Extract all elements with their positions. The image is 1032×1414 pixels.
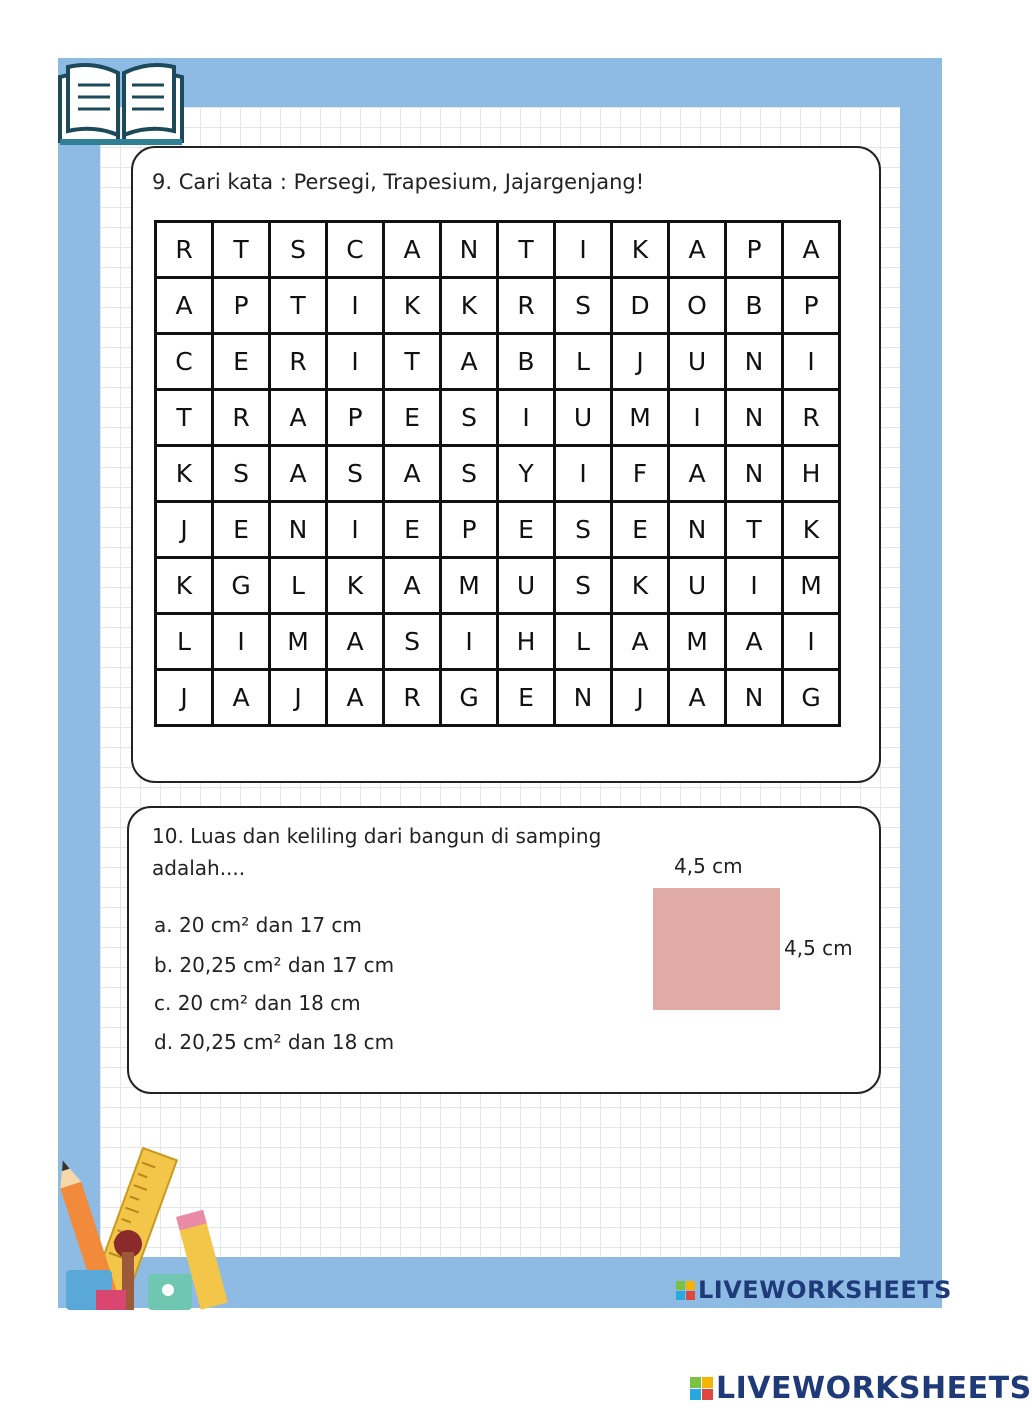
grid-cell[interactable]: E — [384, 390, 441, 446]
grid-cell[interactable]: M — [669, 614, 726, 670]
grid-cell[interactable]: P — [726, 222, 783, 278]
grid-cell[interactable]: U — [555, 390, 612, 446]
grid-cell[interactable]: T — [726, 502, 783, 558]
grid-cell[interactable]: H — [783, 446, 840, 502]
grid-cell[interactable]: K — [384, 278, 441, 334]
grid-cell[interactable]: E — [384, 502, 441, 558]
grid-cell[interactable]: I — [327, 502, 384, 558]
grid-cell[interactable]: A — [270, 446, 327, 502]
grid-cell[interactable]: M — [783, 558, 840, 614]
grid-cell[interactable]: I — [441, 614, 498, 670]
grid-cell[interactable]: G — [441, 670, 498, 726]
grid-cell[interactable]: H — [498, 614, 555, 670]
grid-cell[interactable]: A — [669, 670, 726, 726]
grid-cell[interactable]: L — [555, 614, 612, 670]
grid-cell[interactable]: S — [384, 614, 441, 670]
grid-cell[interactable]: C — [327, 222, 384, 278]
grid-cell[interactable]: P — [327, 390, 384, 446]
grid-cell[interactable]: S — [213, 446, 270, 502]
option-b[interactable]: b. 20,25 cm² dan 17 cm — [154, 953, 395, 977]
grid-cell[interactable]: K — [327, 558, 384, 614]
grid-cell[interactable]: M — [441, 558, 498, 614]
grid-cell[interactable]: S — [555, 278, 612, 334]
stationery-illustration — [56, 1140, 236, 1310]
grid-cell[interactable]: A — [669, 222, 726, 278]
grid-cell[interactable]: R — [156, 222, 213, 278]
grid-cell[interactable]: T — [270, 278, 327, 334]
grid-cell[interactable]: A — [156, 278, 213, 334]
width-label: 4,5 cm — [674, 854, 743, 878]
grid-cell[interactable]: T — [213, 222, 270, 278]
grid-cell[interactable]: I — [783, 334, 840, 390]
grid-cell[interactable]: K — [612, 558, 669, 614]
grid-cell[interactable]: T — [384, 334, 441, 390]
liveworksheets-text-outer: LIVEWORKSHEETS — [716, 1371, 1032, 1406]
option-a[interactable]: a. 20 cm² dan 17 cm — [154, 913, 362, 937]
grid-row — [156, 558, 840, 614]
grid-cell[interactable]: R — [213, 390, 270, 446]
grid-row — [156, 670, 840, 726]
grid-cell[interactable]: S — [327, 446, 384, 502]
grid-cell[interactable]: K — [156, 446, 213, 502]
grid-row — [156, 390, 840, 446]
grid-cell[interactable]: C — [156, 334, 213, 390]
option-c[interactable]: c. 20 cm² dan 18 cm — [154, 991, 361, 1015]
grid-cell[interactable]: I — [783, 614, 840, 670]
grid-cell[interactable]: R — [270, 334, 327, 390]
grid-cell[interactable]: A — [726, 614, 783, 670]
grid-cell[interactable]: Y — [498, 446, 555, 502]
grid-cell[interactable]: E — [213, 334, 270, 390]
grid-cell[interactable]: A — [327, 614, 384, 670]
grid-cell[interactable]: D — [612, 278, 669, 334]
grid-cell[interactable]: L — [156, 614, 213, 670]
grid-cell[interactable]: A — [327, 670, 384, 726]
question-10-text-line2: adalah.... — [152, 856, 246, 880]
grid-cell[interactable]: L — [270, 558, 327, 614]
grid-row — [156, 614, 840, 670]
grid-cell[interactable]: N — [441, 222, 498, 278]
grid-cell[interactable]: J — [612, 334, 669, 390]
liveworksheets-icon — [690, 1377, 713, 1400]
grid-cell[interactable]: A — [384, 222, 441, 278]
grid-cell[interactable]: J — [156, 670, 213, 726]
grid-cell[interactable]: P — [783, 278, 840, 334]
grid-cell[interactable]: I — [327, 278, 384, 334]
grid-cell[interactable]: R — [783, 390, 840, 446]
grid-cell[interactable]: E — [498, 502, 555, 558]
grid-cell[interactable]: K — [783, 502, 840, 558]
grid-cell[interactable]: B — [726, 278, 783, 334]
grid-cell[interactable]: R — [384, 670, 441, 726]
grid-row — [156, 446, 840, 502]
grid-row — [156, 278, 840, 334]
grid-cell[interactable]: A — [213, 670, 270, 726]
grid-cell[interactable]: I — [213, 614, 270, 670]
grid-cell[interactable]: A — [384, 558, 441, 614]
grid-cell[interactable]: N — [270, 502, 327, 558]
grid-cell[interactable]: G — [783, 670, 840, 726]
book-icon — [56, 55, 186, 147]
grid-cell[interactable]: A — [669, 446, 726, 502]
grid-cell[interactable]: A — [384, 446, 441, 502]
grid-cell[interactable]: F — [612, 446, 669, 502]
grid-cell[interactable]: J — [270, 670, 327, 726]
grid-cell[interactable]: R — [498, 278, 555, 334]
grid-cell[interactable]: K — [156, 558, 213, 614]
grid-cell[interactable]: N — [726, 390, 783, 446]
grid-cell[interactable]: S — [441, 446, 498, 502]
grid-cell[interactable]: I — [327, 334, 384, 390]
grid-cell[interactable]: U — [669, 334, 726, 390]
grid-cell[interactable]: G — [213, 558, 270, 614]
grid-cell[interactable]: L — [555, 334, 612, 390]
question-10-text-line1: 10. Luas dan keliling dari bangun di samping — [152, 824, 602, 848]
grid-cell[interactable]: T — [498, 222, 555, 278]
grid-cell[interactable]: A — [270, 390, 327, 446]
liveworksheets-logo-inner — [676, 1276, 952, 1304]
grid-cell[interactable]: B — [498, 334, 555, 390]
square-figure — [653, 888, 780, 1010]
grid-cell[interactable]: I — [555, 446, 612, 502]
grid-cell[interactable]: S — [270, 222, 327, 278]
liveworksheets-logo-outer — [690, 1371, 1032, 1406]
grid-cell[interactable]: P — [213, 278, 270, 334]
grid-cell[interactable]: P — [441, 502, 498, 558]
grid-cell[interactable]: K — [612, 222, 669, 278]
grid-cell[interactable]: I — [498, 390, 555, 446]
grid-cell[interactable]: I — [726, 558, 783, 614]
grid-row — [156, 502, 840, 558]
grid-cell[interactable]: S — [555, 558, 612, 614]
grid-cell[interactable]: U — [498, 558, 555, 614]
grid-cell[interactable]: J — [156, 502, 213, 558]
grid-cell[interactable]: I — [669, 390, 726, 446]
question-9-title: 9. Cari kata : Persegi, Trapesium, Jajargenjang! — [152, 170, 645, 194]
height-label: 4,5 cm — [784, 936, 853, 960]
grid-cell[interactable]: E — [213, 502, 270, 558]
liveworksheets-text-inner: LIVEWORKSHEETS — [698, 1276, 952, 1304]
option-d[interactable]: d. 20,25 cm² dan 18 cm — [154, 1030, 395, 1054]
grid-cell[interactable]: U — [669, 558, 726, 614]
grid-cell[interactable]: E — [498, 670, 555, 726]
grid-cell[interactable]: N — [555, 670, 612, 726]
liveworksheets-icon — [676, 1281, 695, 1300]
grid-cell[interactable]: N — [726, 334, 783, 390]
grid-cell[interactable]: S — [555, 502, 612, 558]
grid-cell[interactable]: A — [612, 614, 669, 670]
grid-cell[interactable]: A — [783, 222, 840, 278]
grid-cell[interactable]: N — [726, 446, 783, 502]
grid-cell[interactable]: J — [612, 670, 669, 726]
grid-cell[interactable]: N — [726, 670, 783, 726]
grid-row — [156, 334, 840, 390]
grid-cell[interactable]: M — [612, 390, 669, 446]
grid-cell[interactable]: K — [441, 278, 498, 334]
grid-cell[interactable]: T — [156, 390, 213, 446]
grid-cell[interactable]: N — [669, 502, 726, 558]
grid-cell[interactable]: I — [555, 222, 612, 278]
grid-row — [156, 222, 840, 278]
grid-cell[interactable]: O — [669, 278, 726, 334]
grid-cell[interactable]: M — [270, 614, 327, 670]
grid-cell[interactable]: E — [612, 502, 669, 558]
grid-cell[interactable]: S — [441, 390, 498, 446]
grid-cell[interactable]: A — [441, 334, 498, 390]
word-search-grid — [154, 220, 841, 727]
